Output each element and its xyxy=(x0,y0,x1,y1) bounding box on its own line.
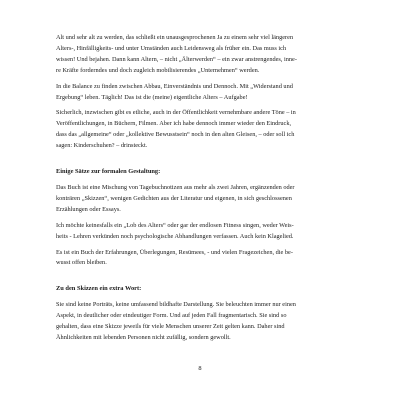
section-heading: Zu den Skizzen ein extra Wort: xyxy=(56,285,142,293)
paragraph-kein-lob: Ich möchte keinesfalls ein „Lob des Alters“ oder gar der endlosen Fitness singen, weder Weis- heits - Lehren verkünden noch psychologische Abhandlungen verfassen. Auch kein Klagelied. xyxy=(56,221,294,240)
section-formale-gestaltung xyxy=(56,167,348,269)
document-page xyxy=(56,33,348,349)
paragraph-erfahrungen: Es ist ein Buch der Erfahrungen, Überlegungen, Resümees, - und vielen Fragezeichen, die be- wusst offen bleiben. xyxy=(56,248,293,267)
page-number: 8 xyxy=(198,365,202,372)
section-skizzen xyxy=(56,284,348,344)
section-spacer xyxy=(56,274,348,284)
section-heading: Einige Sätze zur formalen Gestaltung: xyxy=(56,168,161,176)
section-spacer xyxy=(56,157,348,167)
paragraph-altern: Alt und sehr alt zu werden, das schließt ein unausgesprochenen Ja zu einem sehr viel längeren Alters-, Hinfälligkeits- und unter Umständen auch Leidensweg als früher ein. Das muss ich wissen! Und bejahen. Dann kann Altern, – nicht „Älterwerden“ – ein zwar anstrengendes, inne- re Kräfte forderndes und doch zugleich mobilisierendes „Unternehmen“ werden. xyxy=(56,34,297,74)
paragraph-oeffentlichkeit: Sicherlich, inzwischen gibt es etliche, auch in der Öffentlichkeit vernehmbare andere Töne – in Veröffentlichungen, in Büchern, Filmen. Aber ich habe dennoch immer wieder den Eindruck, dass das „allgemeine“ oder „kollektive Bewusstsein“ noch in den alten Gleisen, – oder soll ich sagen: Kinderschuhen? – drinsteckt. xyxy=(56,109,296,150)
paragraph-mischung: Das Buch ist eine Mischung von Tagebuchnotizen aus mehr als zwei Jahren, ergänzenden oder konträren „Skizzen“, wenigen Gedichten aus der Literatur und eigenen, in sich geschlossenen Erzählungen oder Essays. xyxy=(56,183,295,213)
paragraph-skizzen: Sie sind keine Porträts, keine umfassend bildhafte Darstellung. Sie beleuchten immer nur einen Aspekt, in deutlicher oder eindeutiger Form. Und auf jeden Fall fragmentarisch. Sie sind so gehalten, dass eine Skizze jeweils für viele Menschen unserer Zeit gelten kann. Daher sind Ähnlichkeiten mit lebenden Personen nicht zufällig, sondern gewollt. xyxy=(56,301,296,341)
paragraph-balance: In die Balance zu finden zwischen Abbau, Einverständnis und Dennoch. Mit „Widerstand und Ergebung“ leben. Täglich! Das ist die (meine) eigentliche Alters – Aufgabe! xyxy=(56,82,293,101)
section-intro xyxy=(56,33,348,152)
